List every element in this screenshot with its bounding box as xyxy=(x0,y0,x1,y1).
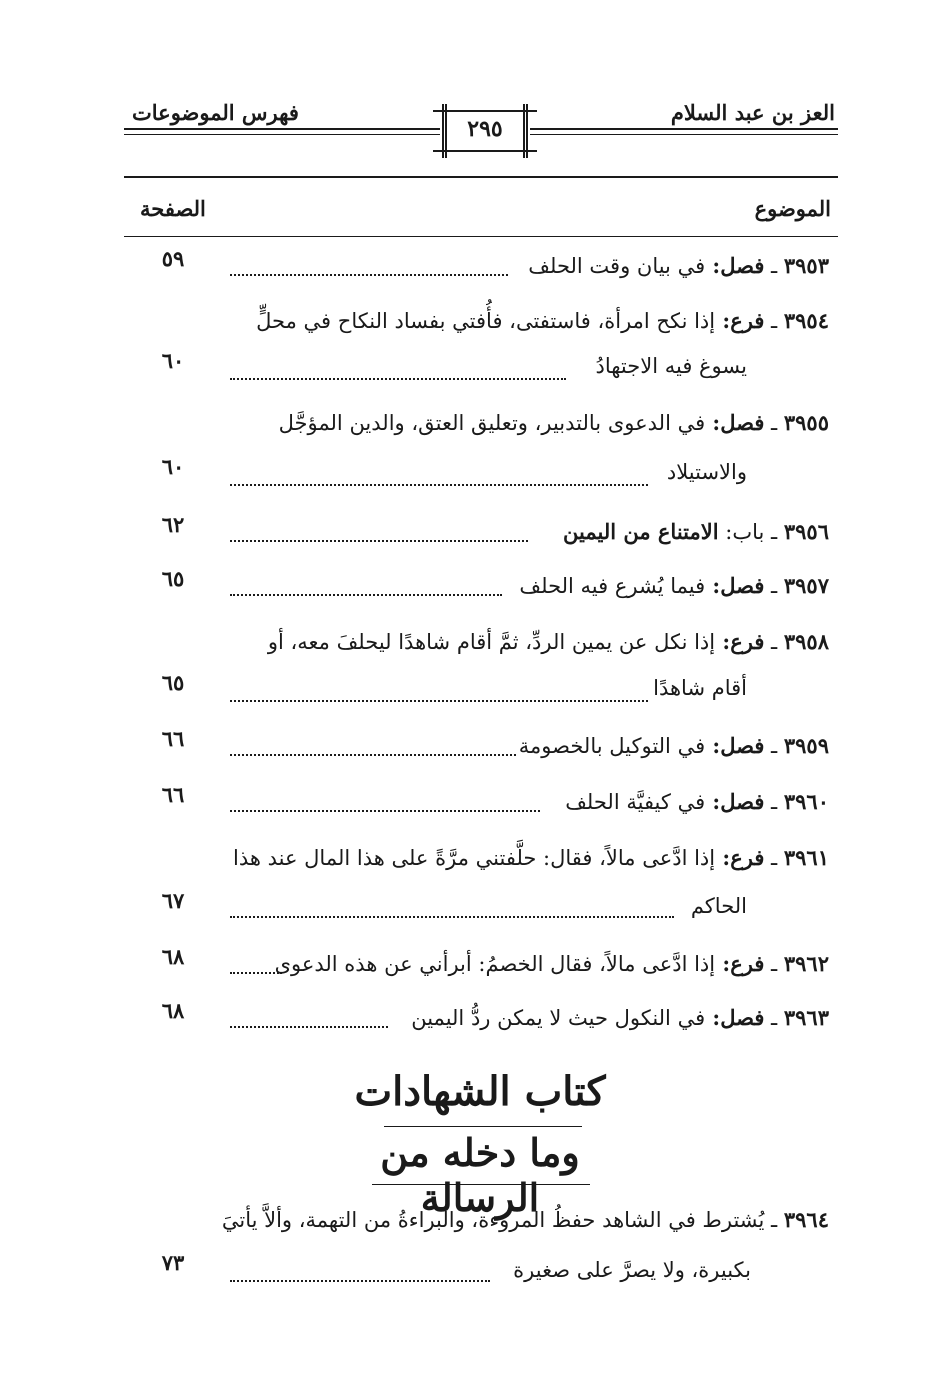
entry-number: ٣٩٦٢ xyxy=(783,951,829,976)
entry-number: ٣٩٥٣ xyxy=(783,253,829,278)
toc-entry: ٣٩٥٦ ـ باب: الامتناع من اليمين xyxy=(563,519,829,544)
entry-title-continued: والاستيلاد xyxy=(666,460,747,484)
toc-entry: ٣٩٦٠ ـ فصل: في كيفيَّة الحلف xyxy=(565,789,829,814)
entry-page: ٦٧ xyxy=(161,888,185,913)
entry-number: ٣٩٥٦ xyxy=(783,519,829,544)
book-title: كتاب الشهادات xyxy=(354,1068,606,1115)
title-ornament xyxy=(384,1126,582,1127)
entry-page: ٦٦ xyxy=(161,726,185,751)
entry-number: ٣٩٦٠ xyxy=(783,789,829,814)
entry-title: في بيان وقت الحلف xyxy=(528,254,706,278)
running-header-author: العز بن عبد السلام xyxy=(670,100,835,125)
column-heading-rule xyxy=(124,236,838,237)
entry-label: فرع xyxy=(730,629,765,654)
entry-page: ٦٥ xyxy=(161,670,185,695)
entry-number: ٣٩٦١ xyxy=(783,845,829,870)
dot-leader xyxy=(230,670,648,702)
dot-leader xyxy=(230,244,508,276)
entry-title: يُشترط في الشاهد حفظُ المروءة، والبراءةُ من التهمة، وألاَّ يأتيَ xyxy=(221,1208,765,1232)
toc-entry: ٣٩٦١ ـ فرع: إذا ادَّعى مالاً، فقال: حلَّفتني مرَّةً على هذا المال عند هذا xyxy=(232,845,829,870)
entry-page: ٧٣ xyxy=(161,1250,185,1275)
entry-title: في التوكيل بالخصومة xyxy=(518,734,706,758)
toc-entry: ٣٩٦٤ ـ يُشترط في الشاهد حفظُ المروءة، والبراءةُ من التهمة، وألاَّ يأتيَ xyxy=(221,1207,829,1232)
entry-number: ٣٩٥٥ xyxy=(783,410,829,435)
entry-title: في الدعوى بالتدبير، وتعليق العتق، والدين المؤجَّل xyxy=(278,411,706,435)
dot-leader xyxy=(230,510,528,542)
book-subtitle: وما دخله من الرسالة xyxy=(380,1130,580,1220)
toc-entry: ٣٩٥٤ ـ فرع: إذا نكح امرأة، فاستفتى، فأُفتي بفساد النكاح في محلٍّ xyxy=(256,308,829,333)
entry-number: ٣٩٥٨ xyxy=(783,629,829,654)
entry-title-continued: الحاكم xyxy=(690,894,747,918)
entry-label: باب xyxy=(732,520,765,544)
entry-title: إذا نكل عن يمين الردِّ، ثمَّ أقام شاهدًا ليحلفَ معه، أو xyxy=(267,630,716,654)
entry-title-continued: بكبيرة، ولا يصرَّ على صغيرة xyxy=(513,1258,751,1282)
dot-leader xyxy=(230,942,282,974)
header-rule xyxy=(124,128,440,130)
entry-title-continued: أقام شاهدًا xyxy=(653,676,747,700)
entry-label: فرع xyxy=(730,951,765,976)
dot-leader xyxy=(230,348,566,380)
entry-page: ٦٨ xyxy=(161,998,185,1023)
entry-title: إذا ادَّعى مالاً، فقال: حلَّفتني مرَّةً على هذا المال عند هذا xyxy=(232,846,716,870)
toc-entry: ٣٩٥٥ ـ فصل: في الدعوى بالتدبير، وتعليق العتق، والدين المؤجَّل xyxy=(278,410,829,435)
entry-title: في النكول حيث لا يمكن ردُّ اليمين xyxy=(411,1006,706,1030)
entry-title: فيما يُشرع فيه الحلف xyxy=(519,574,706,598)
toc-entry: ٣٩٥٩ ـ فصل: في التوكيل بالخصومة xyxy=(518,733,829,758)
entry-title: الامتناع من اليمين xyxy=(563,519,719,544)
entry-title: إذا ادَّعى مالاً، فقال الخصمُ: أبرأني عن هذه الدعوى xyxy=(274,952,716,976)
entry-page: ٦٨ xyxy=(161,944,185,969)
toc-entry: ٣٩٦٣ ـ فصل: في النكول حيث لا يمكن ردُّ اليمين xyxy=(411,1005,829,1030)
entry-page: ٦٠ xyxy=(161,454,185,479)
running-header-section: فهرس الموضوعات xyxy=(132,100,299,125)
column-heading-page: الصفحة xyxy=(140,196,206,221)
dot-leader xyxy=(230,564,502,596)
entry-page: ٦٥ xyxy=(161,566,185,591)
dot-leader xyxy=(230,724,516,756)
entry-number: ٣٩٥٧ xyxy=(783,573,829,598)
entry-title: في كيفيَّة الحلف xyxy=(565,790,706,814)
title-ornament xyxy=(372,1184,590,1185)
entry-page: ٦٦ xyxy=(161,782,185,807)
toc-entry: ٣٩٦٢ ـ فرع: إذا ادَّعى مالاً، فقال الخصمُ: أبرأني عن هذه الدعوى xyxy=(274,951,829,976)
entry-number: ٣٩٦٤ xyxy=(783,1207,829,1232)
entry-number: ٣٩٥٩ xyxy=(783,733,829,758)
entry-label: فصل xyxy=(720,1005,765,1030)
entry-label: فرع xyxy=(730,308,765,333)
entry-title-continued: يسوغ فيه الاجتهادُ xyxy=(595,354,747,378)
dot-leader xyxy=(230,1250,490,1282)
toc-entry: ٣٩٥٣ ـ فصل: في بيان وقت الحلف xyxy=(528,253,829,278)
header-rule xyxy=(124,176,838,178)
header-rule xyxy=(530,134,838,135)
dot-leader xyxy=(230,996,388,1028)
dot-leader xyxy=(230,886,674,918)
entry-label: فصل xyxy=(720,789,765,814)
header-rule xyxy=(530,128,838,130)
entry-title: إذا نكح امرأة، فاستفتى، فأُفتي بفساد النكاح في محلٍّ xyxy=(256,309,716,333)
entry-label: فصل xyxy=(720,253,765,278)
dot-leader xyxy=(230,454,648,486)
entry-label: فصل xyxy=(720,733,765,758)
entry-number: ٣٩٦٣ xyxy=(783,1005,829,1030)
toc-entry: ٣٩٥٧ ـ فصل: فيما يُشرع فيه الحلف xyxy=(519,573,829,598)
dot-leader xyxy=(230,780,540,812)
entry-label: فصل xyxy=(720,410,765,435)
entry-label: فصل xyxy=(720,573,765,598)
header-rule xyxy=(124,134,440,135)
entry-label: فرع xyxy=(730,845,765,870)
page-number: ٢٩٥ xyxy=(467,116,503,142)
column-heading-topic: الموضوع xyxy=(754,196,831,221)
entry-number: ٣٩٥٤ xyxy=(783,308,829,333)
entry-page: ٦٢ xyxy=(161,512,185,537)
entry-page: ٦٠ xyxy=(161,348,185,373)
page-number-frame xyxy=(442,104,528,158)
toc-entry: ٣٩٥٨ ـ فرع: إذا نكل عن يمين الردِّ، ثمَّ أقام شاهدًا ليحلفَ معه، أو xyxy=(267,629,829,654)
entry-page: ٥٩ xyxy=(161,246,185,271)
